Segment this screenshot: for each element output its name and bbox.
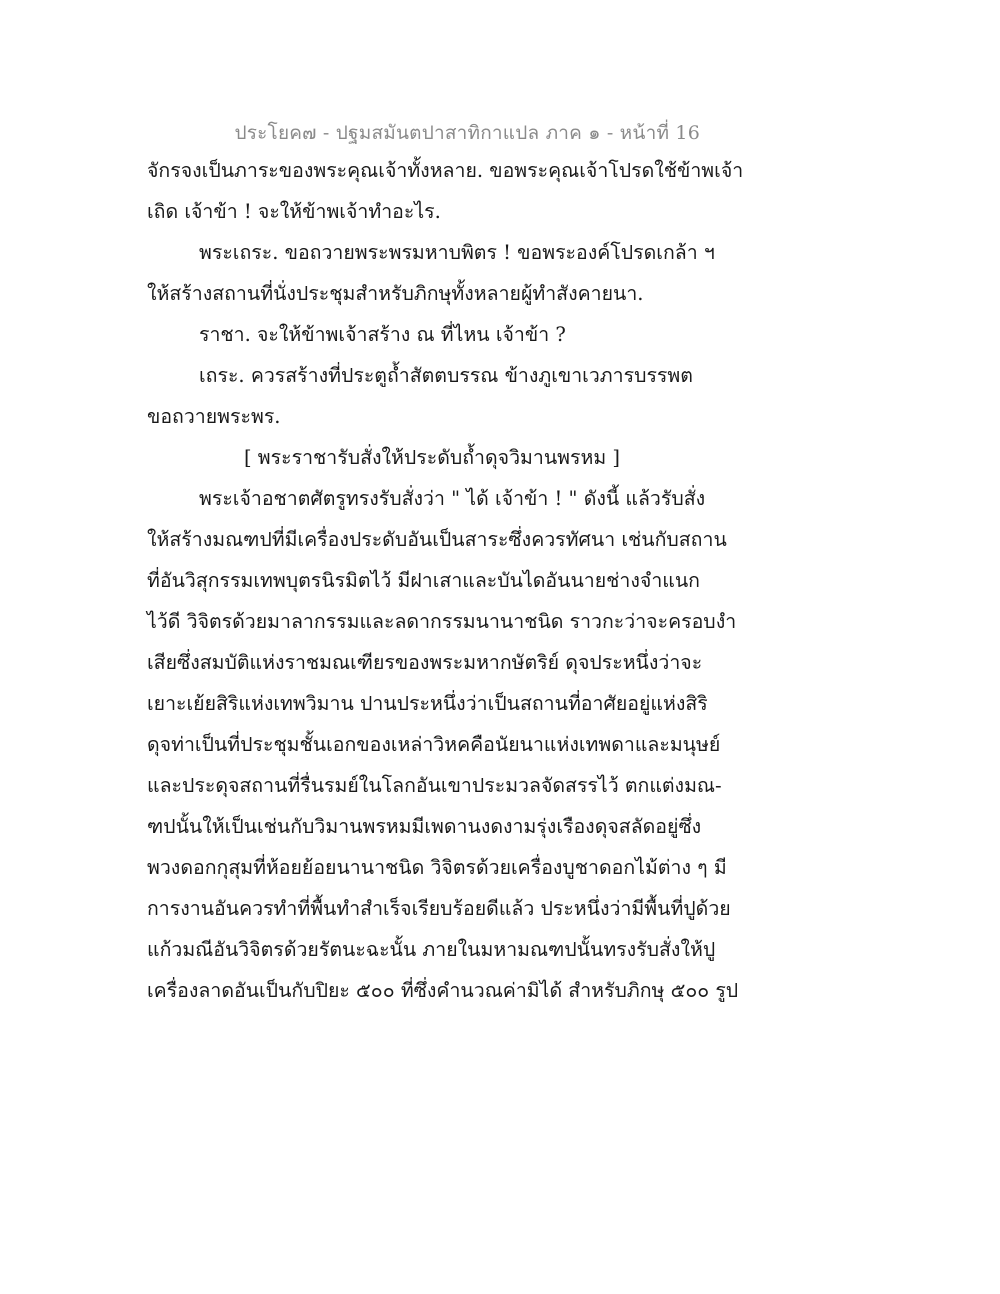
text-line: พระเจ้าอชาตศัตรูทรงรับสั่งว่า " ได้ เจ้าข้า ! " ดังนี้ แล้วรับสั่ง xyxy=(199,487,706,510)
text-line: ไว้ดี วิจิตรด้วยมาลากรรมและลดากรรมนานาชนิด ราวกะว่าจะครอบงำ xyxy=(147,610,737,633)
running-header: ประโยค๗ - ปฐมสมันตปาสาทิกาแปล ภาค ๑ - หน้าที่ 16 xyxy=(234,122,700,144)
text-line: ที่อันวิสุกรรมเทพบุตรนิรมิตไว้ มีฝาเสาและบันไดอันนายช่างจำแนก xyxy=(147,569,700,592)
text-line: เสียซึ่งสมบัติแห่งราชมณเฑียรของพระมหากษัตริย์ ดุจประหนึ่งว่าจะ xyxy=(147,651,703,674)
text-line: การงานอันควรทำที่พื้นทำสำเร็จเรียบร้อยดีแล้ว ประหนึ่งว่ามีพื้นที่ปูด้วย xyxy=(147,897,731,920)
text-line: เครื่องลาดอันเป็นกับปิยะ ๕๐๐ ที่ซึ่งคำนวณค่ามิได้ สำหรับภิกษุ ๕๐๐ รูป xyxy=(147,979,739,1002)
text-line: พวงดอกกุสุมที่ห้อยย้อยนานาชนิด วิจิตรด้วยเครื่องบูชาดอกไม้ต่าง ๆ มี xyxy=(147,856,727,879)
text-line: จักรจงเป็นภาระของพระคุณเจ้าทั้งหลาย. ขอพระคุณเจ้าโปรดใช้ข้าพเจ้า xyxy=(147,159,744,182)
text-line: เยาะเย้ยสิริแห่งเทพวิมาน ปานประหนึ่งว่าเป็นสถานที่อาศัยอยู่แห่งสิริ xyxy=(147,692,708,715)
text-line: และประดุจสถานที่รื่นรมย์ในโลกอันเขาประมวลจัดสรรไว้ ตกแต่งมณ- xyxy=(147,774,722,797)
text-line: แก้วมณีอันวิจิตรด้วยรัตนะฉะนั้น ภายในมหามณฑปนั้นทรงรับสั่งให้ปู xyxy=(147,938,716,961)
text-line: ขอถวายพระพร. xyxy=(147,405,281,428)
text-line: ให้สร้างสถานที่นั่งประชุมสำหรับภิกษุทั้งหลายผู้ทำสังคายนา. xyxy=(147,282,644,305)
text-line: เถิด เจ้าข้า ! จะให้ข้าพเจ้าทำอะไร. xyxy=(147,200,441,223)
text-line: ฑปนั้นให้เป็นเช่นกับวิมานพรหมมีเพดานงดงามรุ่งเรืองดุจสลัดอยู่ซึ่ง xyxy=(147,815,702,838)
text-line: ให้สร้างมณฑปที่มีเครื่องประดับอันเป็นสาระซึ่งควรทัศนา เช่นกับสถาน xyxy=(147,528,727,551)
text-line: พระเถระ. ขอถวายพระพรมหาบพิตร ! ขอพระองค์โปรดเกล้า ฯ xyxy=(199,241,715,264)
text-line: เถระ. ควรสร้างที่ประตูถ้ำสัตตบรรณ ข้างภูเขาเวภารบรรพต xyxy=(199,364,693,387)
text-line: ดุจท่าเป็นที่ประชุมชั้นเอกของเหล่าวิหคคือนัยนาแห่งเทพดาและมนุษย์ xyxy=(147,733,721,756)
body-text xyxy=(147,150,867,1011)
text-line: ราชา. จะให้ข้าพเจ้าสร้าง ณ ที่ไหน เจ้าข้า ? xyxy=(199,323,566,346)
section-heading: [ พระราชารับสั่งให้ประดับถ้ำดุจวิมานพรหม ] xyxy=(244,446,621,469)
